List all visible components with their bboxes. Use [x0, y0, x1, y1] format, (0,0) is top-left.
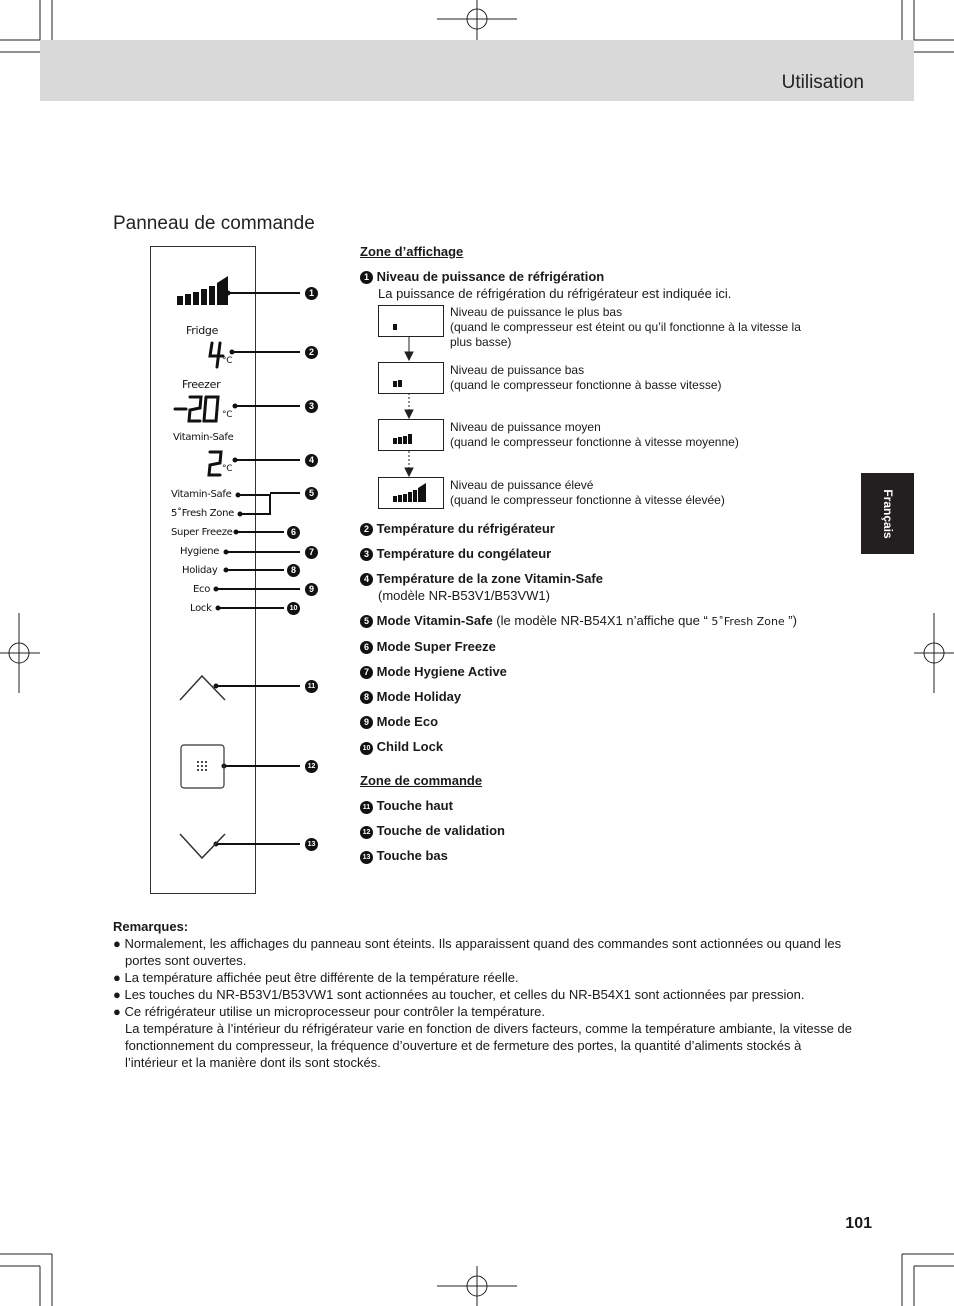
- freezer-label: Freezer: [182, 378, 221, 391]
- mode-hygiene: Hygiene: [180, 546, 220, 557]
- vitamin-unit: °C: [222, 464, 233, 474]
- level-lowest-text: Niveau de puissance le plus bas (quand le compresseur est éteint ou qu’il fonctionne à la vitesse la plus basse): [450, 305, 801, 349]
- callout-1: 1: [305, 287, 318, 300]
- item-6: 6 Mode Super Freeze: [360, 639, 496, 654]
- page-number: 101: [845, 1215, 872, 1232]
- callout-7: 7: [305, 546, 318, 559]
- freezer-unit: °C: [222, 410, 233, 420]
- level-box-low: [378, 362, 444, 394]
- item-8: 8 Mode Holiday: [360, 689, 461, 704]
- item-12: 12 Touche de validation: [360, 823, 505, 839]
- item-10: 10 Child Lock: [360, 739, 443, 755]
- mode-eco: Eco: [193, 584, 211, 595]
- remark-4-cont: La température à l’intérieur du réfrigérateur varie en fonction de divers facteurs, comme la température ambiante, la vitesse de fonctionnement du compresseur, la fréquence d’ouverture et de fermeture des portes, la quantité d’aliments stockés à l’intérieur et la manière dont ils sont stockés.: [125, 1021, 852, 1070]
- callout-2: 2: [305, 346, 318, 359]
- item-4: 4 Température de la zone Vitamin-Safe: [360, 571, 603, 586]
- mode-super-freeze: Super Freeze: [171, 527, 233, 538]
- item-7: 7 Mode Hygiene Active: [360, 664, 507, 679]
- item-1-desc: La puissance de réfrigération du réfrigérateur est indiquée ici.: [378, 286, 732, 301]
- mode-fresh-zone: 5˚Fresh Zone: [171, 508, 235, 519]
- level-medium-text: Niveau de puissance moyen (quand le compresseur fonctionne à vitesse moyenne): [450, 420, 739, 449]
- fridge-unit: °C: [222, 356, 233, 366]
- level-box-medium: [378, 419, 444, 451]
- callout-13: 13: [305, 838, 318, 851]
- remarks-block: [113, 918, 853, 1071]
- page-header-title: Utilisation: [781, 72, 864, 93]
- remarks-title: Remarques:: [113, 919, 189, 934]
- display-zone-heading: Zone d’affichage: [360, 244, 464, 259]
- item-2: 2 Température du réfrigérateur: [360, 521, 555, 536]
- remark-1: ● Normalement, les affichages du panneau sont éteints. Ils apparaissent quand des commandes sont actionnées ou quand les portes sont ouvertes.: [113, 936, 842, 968]
- callout-11: 11: [305, 680, 318, 693]
- level-low-text: Niveau de puissance bas (quand le compresseur fonctionne à basse vitesse): [450, 363, 722, 392]
- item-9: 9 Mode Eco: [360, 714, 438, 729]
- control-zone-heading: Zone de commande: [360, 773, 483, 788]
- item-5: 5 Mode Vitamin-Safe (le modèle NR-B54X1 n’affiche que “ 5˚Fresh Zone ”): [360, 613, 797, 628]
- item-4-note: (modèle NR-B53V1/B53VW1): [378, 588, 550, 603]
- mode-lock: Lock: [190, 603, 212, 614]
- section-title: Panneau de commande: [113, 213, 315, 234]
- callout-10: 10: [287, 602, 300, 615]
- mode-holiday: Holiday: [182, 565, 218, 576]
- level-box-high: [378, 477, 444, 509]
- mode-vitamin-safe: Vitamin-Safe: [171, 489, 232, 500]
- callout-4: 4: [305, 454, 318, 467]
- item-1-title: Niveau de puissance de réfrigération: [376, 269, 605, 284]
- fridge-label: Fridge: [186, 324, 219, 337]
- item-13: 13 Touche bas: [360, 848, 448, 864]
- callout-3: 3: [305, 400, 318, 413]
- item-1: [360, 269, 604, 284]
- item-1-number: 1: [360, 271, 373, 284]
- callout-8: 8: [287, 564, 300, 577]
- vitamin-label: Vitamin-Safe: [173, 432, 234, 443]
- remark-4: ● Ce réfrigérateur utilise un microprocesseur pour contrôler la température.: [113, 1004, 545, 1019]
- level-box-lowest: [378, 305, 444, 337]
- callout-6: 6: [287, 526, 300, 539]
- remark-2: ● La température affichée peut être différente de la température réelle.: [113, 970, 519, 985]
- remark-3: ● Les touches du NR-B53V1/B53VW1 sont actionnées au toucher, et celles du NR-B54X1 sont actionnées par pression.: [113, 987, 805, 1002]
- item-3: 3 Température du congélateur: [360, 546, 551, 561]
- callout-5: 5: [305, 487, 318, 500]
- item-11: 11 Touche haut: [360, 798, 453, 814]
- level-high-text: Niveau de puissance élevé (quand le compresseur fonctionne à vitesse élevée): [450, 478, 725, 507]
- callout-9: 9: [305, 583, 318, 596]
- language-tab-label: Français: [880, 488, 895, 539]
- callout-12: 12: [305, 760, 318, 773]
- power-level-icon: [177, 276, 228, 305]
